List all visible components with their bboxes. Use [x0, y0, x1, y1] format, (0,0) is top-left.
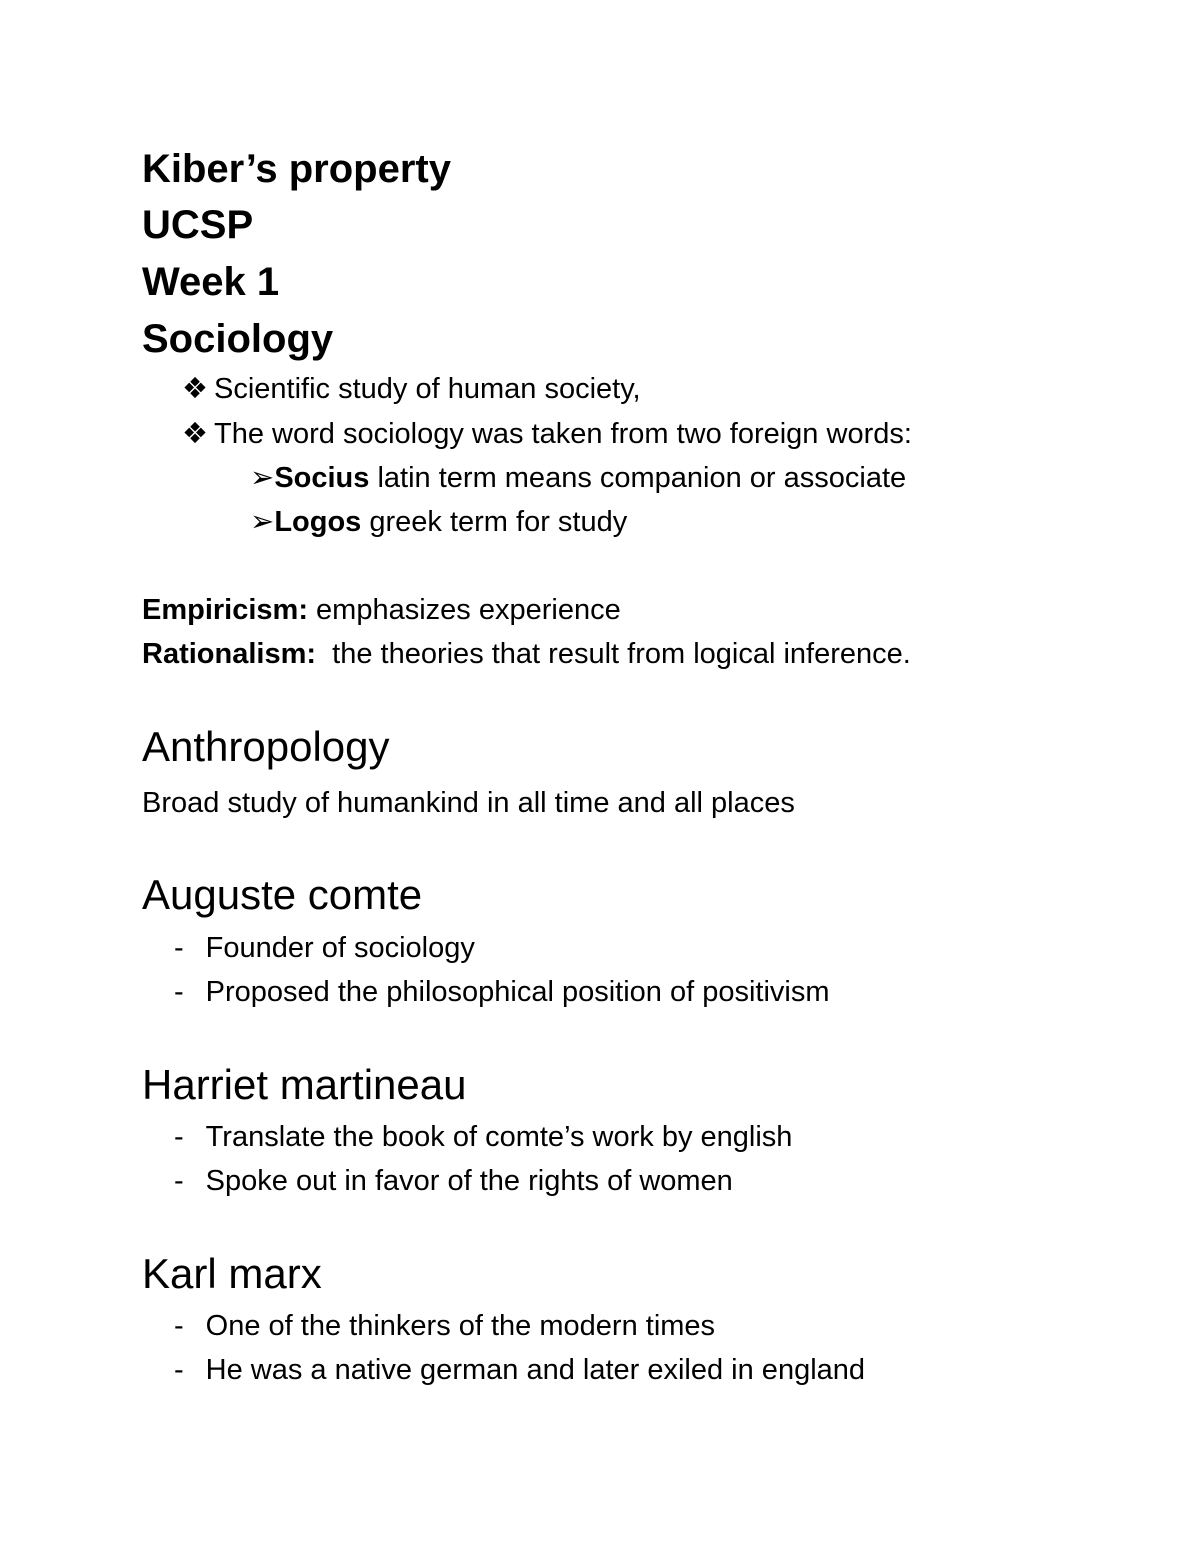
list-item: [174, 1308, 715, 1344]
section-heading-comte: Auguste comte: [142, 871, 423, 918]
list-item-text: The word sociology was taken from two foreign words:: [214, 418, 912, 450]
list-item-text: One of the thinkers of the modern times: [205, 1310, 716, 1342]
diamond-bullet-icon: ❖: [182, 418, 208, 450]
list-item-text: Spoke out in favor of the rights of women: [205, 1165, 733, 1197]
list-item: [174, 930, 475, 966]
diamond-bullet-icon: ❖: [182, 373, 208, 405]
week-heading: Week 1: [142, 260, 280, 304]
dash-bullet-icon: -: [174, 1165, 184, 1197]
section-heading-marx: Karl marx: [142, 1250, 322, 1297]
paragraph: Broad study of humankind in all time and all places: [142, 787, 795, 819]
dash-bullet-icon: -: [174, 1310, 184, 1342]
term-definition: emphasizes experience: [308, 594, 621, 626]
list-item-text: Founder of sociology: [205, 932, 475, 964]
list-item-text: Translate the book of comte’s work by english: [205, 1121, 793, 1153]
sub-list-item: [250, 504, 627, 540]
list-item-text: Proposed the philosophical position of positivism: [205, 976, 830, 1008]
list-item-text: Scientific study of human society,: [214, 373, 641, 405]
section-heading-anthropology: Anthropology: [142, 723, 390, 770]
list-item: [182, 416, 912, 452]
list-item-text: He was a native german and later exiled in england: [205, 1354, 866, 1386]
term: Rationalism:: [142, 638, 317, 670]
term-definition: the theories that result from logical inference.: [316, 638, 911, 670]
list-item: [182, 371, 641, 407]
term: Empiricism:: [142, 594, 308, 626]
definition-row: [142, 592, 621, 628]
term: Logos: [274, 506, 362, 538]
section-heading-sociology: Sociology: [142, 317, 334, 361]
dash-bullet-icon: -: [174, 1121, 184, 1153]
list-item: [174, 1352, 865, 1388]
term-definition: greek term for study: [361, 506, 628, 538]
dash-bullet-icon: -: [174, 1354, 184, 1386]
term-definition: latin term means companion or associate: [369, 462, 907, 494]
sub-list-item: [250, 460, 906, 496]
arrow-bullet-icon: ➢: [250, 506, 275, 538]
doc-owner-heading: Kiber’s property: [142, 147, 451, 191]
list-item: [174, 1119, 792, 1155]
dash-bullet-icon: -: [174, 932, 184, 964]
list-item: [174, 1163, 733, 1199]
definition-row: [142, 636, 911, 672]
section-heading-martineau: Harriet martineau: [142, 1061, 467, 1108]
arrow-bullet-icon: ➢: [250, 462, 275, 494]
subject-heading: UCSP: [142, 203, 254, 247]
list-item: [174, 974, 830, 1010]
term: Socius: [274, 462, 370, 494]
dash-bullet-icon: -: [174, 976, 184, 1008]
